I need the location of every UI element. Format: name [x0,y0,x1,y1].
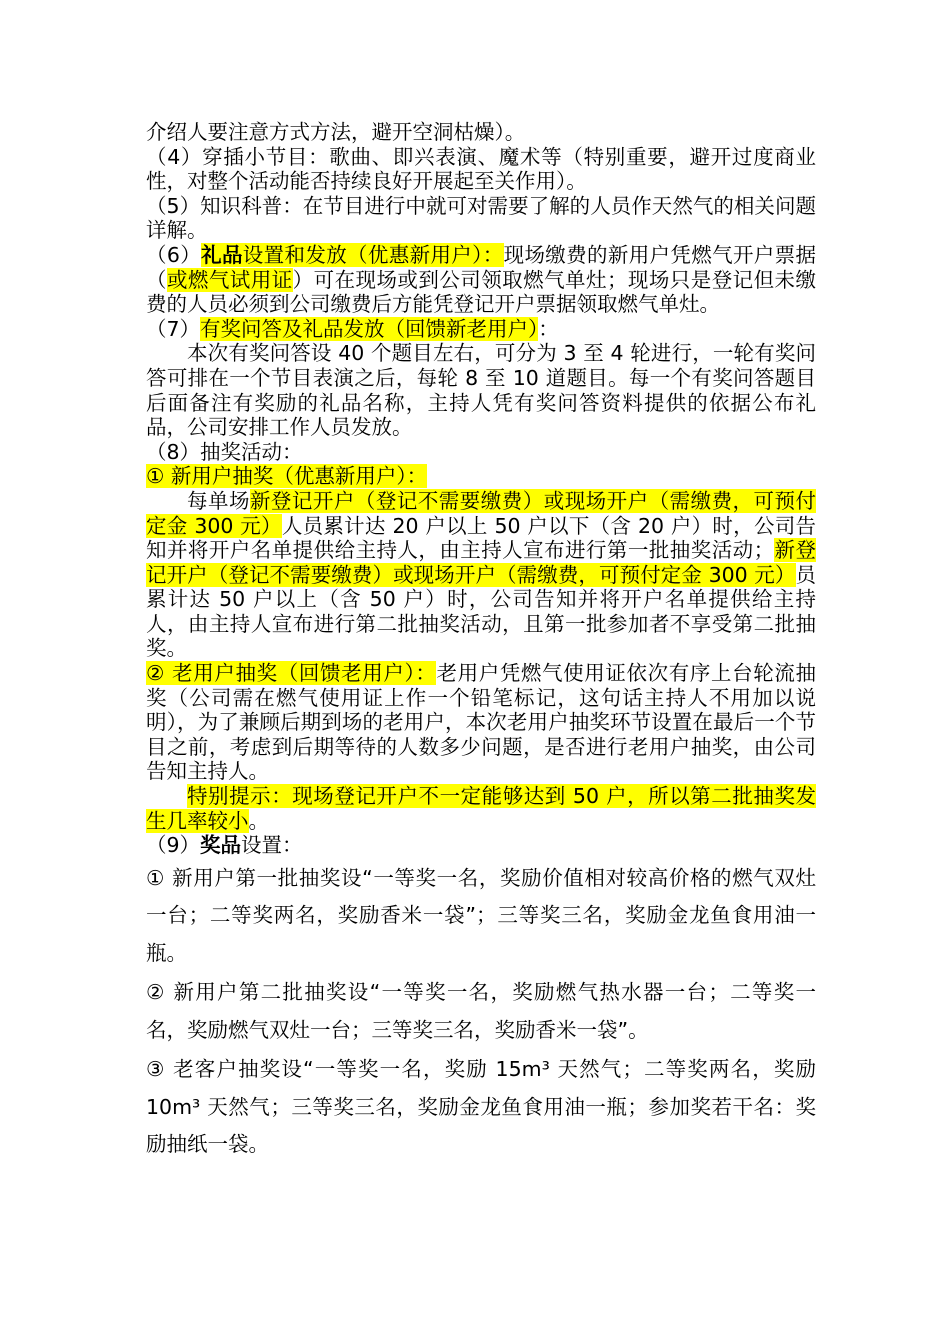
item-6-highlight-certificate: 或燃气试用证 [166,267,293,292]
lottery-rules-text-a: 每单场 [187,488,250,513]
para-item-9 [146,833,816,858]
para-new-user-lottery-heading [146,464,816,489]
para-quiz-details: 本次有奖问答设 40 个题目左右，可分为 3 至 4 轮进行，一轮有奖问答可排在一个节目表演之后，每轮 8 至 10 道题目。每一个有奖问答题目后面备注有奖励的礼品名称，主持人凭有奖问答资料提供的依据公布礼品，公司安排工作人员发放。 [146,341,816,440]
para-item-4: （4）穿插小节目：歌曲、即兴表演、魔术等（特别重要，避开过度商业性，对整个活动能否持续良好开展起至关作用）。 [146,144,816,194]
item-9-text: 设置： [241,833,303,858]
item-9-prize-bold: 奖品 [200,833,242,858]
old-user-lottery-heading: ② 老用户抽奖（回馈老用户）： [146,661,437,686]
item-6-heading: 设置和发放（优惠新用户）： [242,242,504,267]
item-9-number: （9） [146,833,201,858]
para-prize-old-customers: ③ 老客户抽奖设“一等奖一名，奖励 15m³ 天然气；二等奖两名，奖励 10m³ 天然气；三等奖三名，奖励金龙鱼食用油一瓶；参加奖若干名：奖励抽纸一袋。 [146,1057,816,1157]
item-6-number: （6） [146,242,202,267]
item-7-number: （7） [146,316,201,341]
para-item-5: （5）知识科普：在节目进行中就可对需要了解的人员作天然气的相关问题详解。 [146,193,816,243]
item-7-colon: ： [538,316,559,341]
para-prize-new-batch-1: ① 新用户第一批抽奖设“一等奖一名，奖励价值相对较高价格的燃气双灶一台；二等奖两名，奖励香米一袋”；三等奖三名，奖励金龙鱼食用油一瓶。 [146,865,816,965]
item-6-gift-bold: 礼品 [201,242,243,267]
para-item-8: （8）抽奖活动： [146,439,303,464]
item-6-highlight [201,243,504,267]
para-prize-new-batch-2: ② 新用户第二批抽奖设“一等奖一名，奖励燃气热水器一台；二等奖一名，奖励燃气双灶一台；三等奖三名，奖励香米一袋”。 [146,980,816,1042]
para-new-user-lottery-rules [146,489,816,661]
lottery-rules-highlight-2: 新登记开户（登记不需要缴费）或现场开户（需缴费，可预付定金 300 元） [146,538,817,587]
new-user-lottery-heading: ① 新用户抽奖（优惠新用户）： [146,464,428,489]
special-notice-highlight: 特别提示：现场登记开户不一定能够达到 50 户，所以第二批抽奖发生几率较小 [146,784,816,833]
item-7-heading: 有奖问答及礼品发放（回馈新老用户） [200,316,539,341]
para-item-6 [146,243,816,317]
para-item-7 [146,317,816,342]
para-special-notice [146,784,816,833]
document-page [146,120,816,1164]
para-intro-tail: 介绍人要注意方式方法，避开空洞枯燥）。 [146,120,526,144]
lottery-rules-text-c: 员累计达 50 户以上（含 50 户）时，公司告知并将开户名单提供给主持人，由主持人宣布进行第二批抽奖活动，且第一批参加者不享受第二批抽奖。 [146,562,816,661]
old-user-lottery-text: 老用户凭燃气使用证依次有序上台轮流抽奖（公司需在燃气使用证上作一个铅笔标记，这句话主持人不用加以说明），为了兼顾后期到场的老用户，本次老用户抽奖环节设置在最后一个节目之前，考虑到后期等待的人数多少问题，是否进行老用户抽奖，由公司告知主持人。 [146,661,816,784]
item-6-text-a: 现场缴费的新用户凭燃气开户票据（ [146,242,817,292]
lottery-rules-text-b: 人员累计达 20 户以上 50 户以下（含 20 户）时，公司告知并将开户名单提供给主持人，由主持人宣布进行第一批抽奖活动； [146,513,816,563]
lottery-rules-highlight-1: 新登记开户（登记不需要缴费）或现场开户（需缴费，可预付定金 300 元） [146,488,817,538]
item-6-text-b: ）可在现场或到公司领取燃气单灶；现场只是登记但未缴费的人员必须到公司缴费后方能凭登记开户票据领取燃气单灶。 [146,267,817,317]
special-notice-period: 。 [248,808,269,833]
para-old-user-lottery [146,661,816,784]
